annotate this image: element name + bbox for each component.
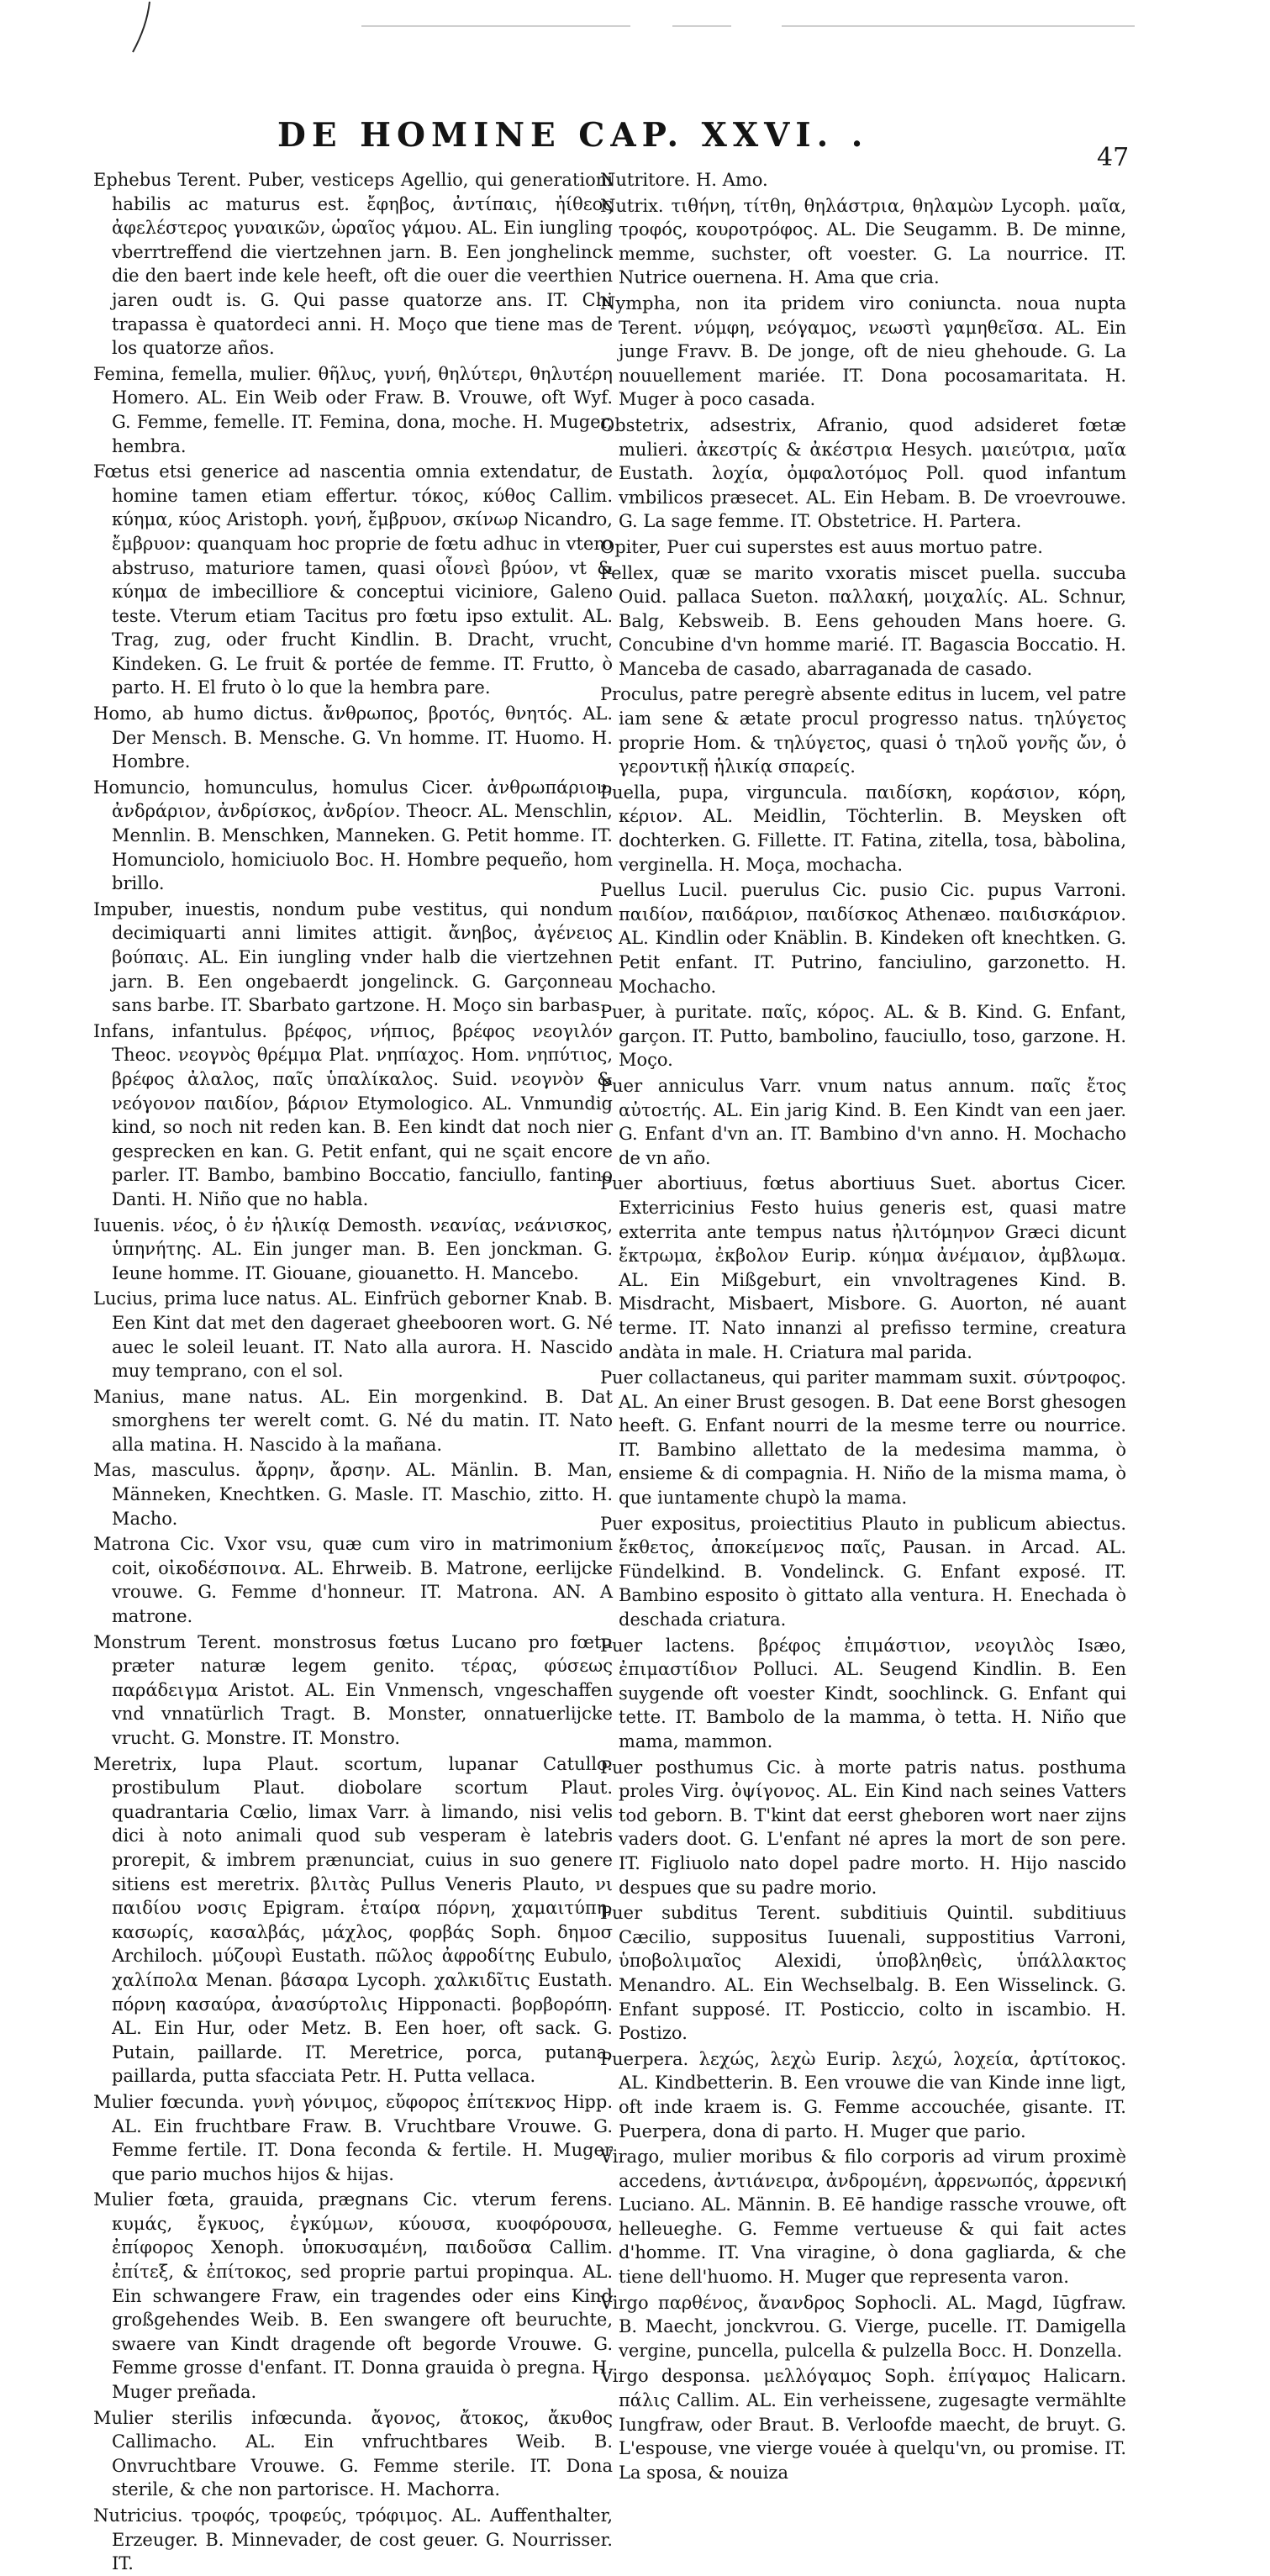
dictionary-entry: Puerpera. λεχώς, λεχὼ Eurip. λεχώ, λοχεία, ἀρτίτοκος. AL. Kindbetterin. B. Een vrouwe die van Kinde inne ligt, oft inde kraem is. G. Femme accouchée, gisante. IT. Puerpera, dona di parto. H. Muger que pario. <box>600 2048 1126 2141</box>
dictionary-entry: Obstetrix, adsestrix, Afranio, quod adsideret fœtæ mulieri. ἀκεστρίς & ἀκέστρια Hesych. μαιεύτρια, μαῖα Eustath. λοχία, ὀμφαλοτόμος Poll. quod infantum vmbilicos præsecet. AL. Ein Hebam. B. De vroevrouwe. G. La sage femme. IT. Obstetrice. H. Partera. <box>600 414 1126 532</box>
scan-edge-line <box>672 25 731 27</box>
dictionary-entry: Virgo παρθένος, ἄνανδρος Sophocli. AL. Magd, Iūgfraw. B. Maecht, jonckvrou. G. Vierge, pucelle. IT. Damigella vergine, puncella, pulcella & pulzella Bocc. H. Donzella. <box>600 2292 1126 2361</box>
dictionary-entry: Fœtus etsi generice ad nascentia omnia extendatur, de homine tamen etiam effertur. τόκος, κύθος Callim. κύημα, κύος Aristoph. γονή, ἔμβρυον, σκίνωρ Nicandro, ἔμβρυον: quanquam hoc proprie de fœtu adhuc in vtero abstruso, maturiore tamen, quasi οἷονεὶ βρύον, vt & κύημα de imbecilliore & conceptui viciniore, Galeno teste. Vterum etiam Tacitus pro fœtu ipso extulit. AL. Trag, zug, oder frucht Kindlin. B. Dracht, vrucht, Kindeken. G. Le fruit & portée de femme. IT. Frutto, ò parto. H. El fruto ò lo que la hembra pare. <box>93 461 613 698</box>
dictionary-entry: Puer subditus Terent. subditiuis Quintil. subditiuus Cæcilio, suppositus Iuuenali, suppostitius Varroni, ὑποβολιμαῖος Alexidi, ὑποβληθεὶς, ὑπάλλακτος Menandro. AL. Ein Wechselbalg. B. Een Wisselinck. G. Enfant supposé. IT. Posticcio, colto in iscambio. H. Postizo. <box>600 1903 1126 2044</box>
dictionary-entry: Mulier fœcunda. γυνὴ γόνιμος, εὔφορος ἐπίτεκνος Hipp. AL. Ein fruchtbare Fraw. B. Vruchtbare Vrouwe. G. Femme fertile. IT. Dona feconda & fertile. H. Muger que pario muchos hijos & hijas. <box>93 2091 613 2184</box>
dictionary-entry: Pellex, quæ se marito vxoratis miscet puella. succuba Ouid. pallaca Sueton. παλλακή, μοιχαλίς. AL. Schnur, Balg, Kebsweib. B. Eens gehouden Mans hoere. G. Concubine d'vn homme marié. IT. Bagascia Boccatio. H. Manceba de casado, abarraganada de casado. <box>600 562 1126 679</box>
running-title: DE HOMINE CAP. XXVI. . <box>277 116 869 155</box>
dictionary-entry: Nympha, non ita pridem viro coniuncta. noua nupta Terent. νύμφη, νεόγαμος, νεωστὶ γαμηθεῖσα. AL. Ein junge Fravv. B. De jonge, oft de nieu ghehoude. G. La nouuellement mariée. IT. Dona pocosamaritata. H. Muger à poco casada. <box>600 292 1126 410</box>
dictionary-entry: Mas, masculus. ἄρρην, ἄρσην. AL. Mänlin. B. Man, Männeken, Knechtken. G. Masle. IT. Maschio, zitto. H. Macho. <box>93 1460 613 1529</box>
dictionary-entry: Virago, mulier moribus & filo corporis ad virum proximè accedens, ἀντιάνειρα, ἀνδρομένη, ἀρρενωπός, ἀρρενική Luciano. AL. Männin. B. Eē handige rassche vrouwe, oft helleueghe. G. Femme vertueuse & qui fait actes d'homme. IT. Vna viragine, ò dona gagliarda, & che tiene dell'huomo. H. Muger que representa varon. <box>600 2147 1126 2288</box>
dictionary-entry: Puer lactens. βρέφος ἐπιμάστιον, νεογιλὸς Isæo, ἐπιμαστίδιον Polluci. AL. Seugend Kindlin. B. Een suygende oft voester Kindt, soochlinck. G. Enfant qui tette. IT. Bambolo de la mamma, ò tetta. H. Niño que mama, mammon. <box>600 1635 1126 1752</box>
dictionary-entry: Monstrum Terent. monstrosus fœtus Lucano pro fœtu præter naturæ legem genito. τέρας, φύσεως παράδειγμα Aristot. AL. Ein Vnmensch, vngeschaffen vnd vnnatürlich Tragt. B. Monster, onnatuerlijcke vrucht. G. Monstre. IT. Monstro. <box>93 1631 613 1748</box>
dictionary-entry: Homuncio, homunculus, homulus Cicer. ἀνθρωπάριον, ἀνδράριον, ἀνδρίσκος, ἀνδρίον. Theocr. AL. Menschlin, Mennlin. B. Menschken, Manneken. G. Petit homme. IT. Homunciolo, homiciuolo Boc. H. Hombre pequeño, hom brillo. <box>93 777 613 894</box>
dictionary-entry: Femina, femella, mulier. θῆλυς, γυνή, θηλύτερι, θηλυτέρη Homero. AL. Ein Weib oder Fraw. B. Vrouwe, oft Wyf. G. Femme, femelle. IT. Femina, dona, moche. H. Muger, hembra. <box>93 363 613 456</box>
dictionary-entry: Nutricius. τροφός, τροφεύς, τρόφιμος. AL. Auffenthalter, Erzeuger. B. Minnevader, de cost geuer. G. Nourrisser. IT. <box>93 2505 613 2574</box>
dictionary-entry: Opiter, Puer cui superstes est auus mortuo patre. <box>600 536 1043 557</box>
dictionary-entry: Puer abortiuus, fœtus abortiuus Suet. abortus Cicer. Exterricinius Festo huius generis est, quasi matre exterrita ante tempus natus ἠλιτόμηνον Græci dicunt ἔκτρωμα, ἐκβολον Eurip. κύημα ἀνέμαιον, ἀμβλωμα. AL. Ein Mißgeburt, ein vnvoltragenes Kind. B. Misdracht, Misbaert, Misbore. G. Auorton, né auant terme. IT. Nato innanzi al prefisso termine, creatura andàta in male. H. Criatura mal parida. <box>600 1173 1126 1362</box>
page-number: 47 <box>1097 143 1130 172</box>
dictionary-entry: Puer anniculus Varr. vnum natus annum. παῖς ἔτος αὐτοετής. AL. Ein jarig Kind. B. Een Kindt van een jaer. G. Enfant d'vn an. IT. Bambino d'vn anno. H. Mochacho de vn año. <box>600 1075 1126 1168</box>
right-column <box>600 168 1126 2483</box>
dictionary-entry: Meretrix, lupa Plaut. scortum, lupanar Catullo. prostibulum Plaut. diobolare scortum Plaut. quadrantaria Cœlio, limax Varr. à limando, nisi velis dici à noto animali quod sub vesperam è latebris prorepit, & imbrem prænunciat, cuius in suo genere sitiens est meretrix. βλιτὰς Pullus Veneris Plauto, νι παιδίου νοσις Epigram. ἑταίρα πόρνη, χαμαιτύπη, κασωρίς, κασαλβάς, μάχλος, φορβάς Soph. δημοσ Archiloch. μύζουρὶ Eustath. πῶλος ἀφροδίτης Eubulo, χαλίπολα Menan. βάσαρα Lycoph. χαλκιδῖτις Eustath. πόρνη κασαύρα, ἀνασύρτολις Hipponacti. βορβορόπη. AL. Ein Hur, oder Metz. B. Een hoer, oft sack. G. Putain, paillarde. IT. Meretrice, porca, putana, paillarda, putta sfacciata Petr. H. Putta vellaca. <box>93 1753 613 2087</box>
dictionary-entry: Puer posthumus Cic. à morte patris natus. posthuma proles Virg. ὀψίγονος. AL. Ein Kind nach seines Vatters tod geborn. B. T'kint dat eerst gheboren wort naer zijns vaders doot. G. L'enfant né apres la mort de son pere. IT. Figliuolo nato dopel padre morto. H. Hijo nascido despues que su padre morio. <box>600 1757 1126 1898</box>
dictionary-entry: Ephebus Terent. Puber, vesticeps Agellio, qui generationi habilis ac maturus est. ἔφηβος, ἀντίπαις, ἠίθεος ἀφελέστερος γυναικῶν, ὡραῖος γάμου. AL. Ein iungling vberrtreffend die viertzehnen jarn. B. Een jonghelinck die den baert inde kele heeft, oft die ouer die veerthien jaren oudt is. G. Qui passe quatorze ans. IT. Chi trapassa è quatordeci anni. H. Moço que tiene mas de los quatorze años. <box>93 170 613 359</box>
dictionary-entry: Puella, pupa, virguncula. παιδίσκη, κοράσιον, κόρη, κέριον. AL. Meidlin, Töchterlin. B. Meysken oft dochterken. G. Fillette. IT. Fatina, zitella, tosa, bàbolina, verginella. H. Moça, mochacha. <box>600 782 1126 875</box>
dictionary-entry: Mulier fœta, grauida, prægnans Cic. vterum ferens. κυμάς, ἔγκυος, ἐγκύμων, κύουσα, κυοφόρουσα, ἐπίφορος Xenoph. ὑποκυσαμένη, παιδοῦσα Callim. ἐπίτεξ, & ἐπίτοκος, sed proprie partui propinqua. AL. Ein schwangere Fraw, ein tragendes oder eins Kind großgehendes Weib. B. Een swangere oft beuruchte, swaere van Kindt dragende oft begorde Vrouwe. G. Femme grosse d'enfant. IT. Donna grauida ò pregna. H. Muger preñada. <box>93 2189 613 2403</box>
dictionary-entry: Mulier sterilis infœcunda. ἄγονος, ἄτοκος, ἄκυθος Callimacho. AL. Ein vnfruchtbares Weib. B. Onvruchtbare Vrouwe. G. Femme sterile. IT. Dona sterile, & che non partorisce. H. Machorra. <box>93 2407 613 2500</box>
dictionary-entry: Nutritore. H. Amo. <box>600 170 768 190</box>
dictionary-entry: Infans, infantulus. βρέφος, νήπιος, βρέφος νεογιλόν Theoc. νεογνὸς θρέμμα Plat. νηπίαχος. Hom. νηπύτιος, βρέφος ἀλαλος, παῖς ὑπαλίκαλος. Suid. νεογνὸν & νεόγονον παιδίον, βάριον Etymologico. AL. Vnmundig kind, so noch nit reden kan. B. Een kindt dat noch nier gesprecken en kan. G. Petit enfant, qui ne sçait encore parler. IT. Bambo, bambino Boccatio, fanciullo, fantino Danti. H. Niño que no habla. <box>93 1020 613 1209</box>
dictionary-entry: Puer, à puritate. παῖς, κόρος. AL. & B. Kind. G. Enfant, garçon. IT. Putto, bambolino, fauciullo, toso, garzone. H. Moço. <box>600 1002 1126 1071</box>
dictionary-entry: Nutrix. τιθήνη, τίτθη, θηλάστρια, θηλαμὼν Lycoph. μαῖα, τροφός, κουροτρόφος. AL. Die Seugamm. B. De minne, memme, suchster, oft voester. G. La nourrice. IT. Nutrice ouernena. H. Ama que cria. <box>600 195 1126 288</box>
dictionary-entry: Lucius, prima luce natus. AL. Einfrüch geborner Knab. B. Een Kint dat met den dageraet gheebooren wort. G. Né auec le soleil leuant. IT. Nato alla aurora. H. Nascido muy temprano, con el sol. <box>93 1288 613 1382</box>
dictionary-entry: Matrona Cic. Vxor vsu, quæ cum viro in matrimonium coit, οἰκοδέσποινα. AL. Ehrweib. B. Matrone, eerlijcke vrouwe. G. Femme d'honneur. IT. Matrona. AN. A matrone. <box>93 1534 613 1627</box>
dictionary-entry: Virgo desponsa. μελλόγαμος Soph. ἐπίγαμος Halicarn. πάλις Callim. AL. Ein verheissene, zugesagte vermählte Iungfraw, oder Braut. B. Verloofde maecht, de bruyt. G. L'espouse, vne vierge vouée à quelqu'vn, ou promise. IT. La sposa, & nouiza <box>600 2366 1126 2483</box>
dictionary-entry: Puer expositus, proiectitius Plauto in publicum abiectus. ἔκθετος, ἀποκείμενος παῖς, Pausan. in Arcad. AL. Fündelkind. B. Vondelinck. G. Enfant exposé. IT. Bambino esposito ò gittato alla ventura. H. Enechada ò deschada criatura. <box>600 1513 1126 1630</box>
scan-edge-line <box>782 25 1135 27</box>
dictionary-entry: Iuuenis. νέος, ὁ ἐν ἡλικίᾳ Demosth. νεανίας, νεάνισκος, ὑπηνήτης. AL. Ein junger man. B. Een jonckman. G. Ieune homme. IT. Giouane, giouanetto. H. Mancebo. <box>93 1214 613 1283</box>
dictionary-entry: Manius, mane natus. AL. Ein morgenkind. B. Dat smorghens ter werelt comt. G. Né du matin. IT. Nato alla matina. H. Nascido à la mañana. <box>93 1386 613 1455</box>
dictionary-entry: Puer collactaneus, qui pariter mammam suxit. σύντροφος. AL. An einer Brust gesogen. B. Dat eene Borst ghesogen heeft. G. Enfant nourri de la mesme terre ou nourrice. IT. Bambino allettato de la medesima mamma, ò ensieme & di compagnia. H. Niño de la misma mama, ò que iuntamente chupò la mama. <box>600 1367 1126 1509</box>
dictionary-entry: Homo, ab humo dictus. ἄνθρωπος, βροτός, θνητός. AL. Der Mensch. B. Mensche. G. Vn homme. IT. Huomo. H. Hombre. <box>93 703 613 772</box>
scan-edge-line <box>361 25 630 27</box>
dictionary-entry: Impuber, inuestis, nondum pube vestitus, qui nondum decimiquarti anni limites attigit. ἄνηβος, ἀγένειος βούπαις. AL. Ein iungling vnder halb die viertzehnen jarn. B. Een ongebaerdt jongelinck. G. Garçonneau sans barbe. IT. Sbarbato gartzone. H. Moço sin barbas. <box>93 898 613 1016</box>
page-header <box>0 116 1270 172</box>
left-column <box>93 168 613 2574</box>
top-pen-mark <box>126 0 160 59</box>
dictionary-entry: Puellus Lucil. puerulus Cic. pusio Cic. pupus Varroni. παιδίον, παιδάριον, παιδίσκος Athenæo. παιδισκάριον. AL. Kindlin oder Knäblin. B. Kindeken oft knechtken. G. Petit enfant. IT. Putrino, fanciulino, garzonetto. H. Mochacho. <box>600 880 1126 997</box>
dictionary-entry: Proculus, patre peregrè absente editus in lucem, vel patre iam sene & ætate procul progresso natus. τηλύγετος proprie Hom. & τηλύγετος, quasi ὁ τηλοῦ γονῆς ὤν, ὁ γεροντικῇ ἡλικίᾳ σπαρείς. <box>600 684 1126 777</box>
